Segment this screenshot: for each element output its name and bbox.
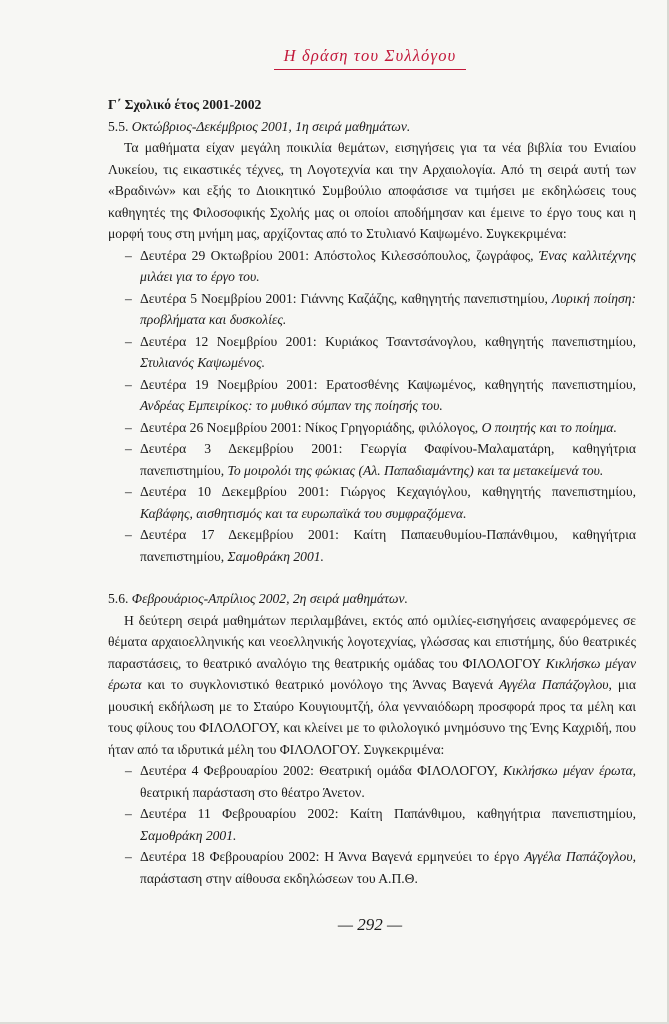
play-title: Κικλήσκω μέγαν έρωτα — [108, 655, 636, 692]
intro-text: Η δεύτερη σειρά μαθημάτων περιλαμβάνει, εκτός από ομιλίες-εισηγήσεις αναφερόμενες σε θέματα αρχαιοελληνικής και νεοελληνικής λογοτεχνίας, γλώσσας και επιστήμης, δύο θεατρικές παραστάσεις, το θεατρικό αναλόγιο της θεατρικής ομάδας του ΦΙΛΟΛΟΓΟΥ — [108, 612, 636, 671]
event-title: Στυλιανός Καψωμένος. — [140, 355, 266, 370]
list-item — [108, 481, 636, 524]
dash: – — [125, 333, 132, 349]
intro-text: , μια μουσική εκδήλωση με το Σταύρο Κουγιουμτζή, όλα γενναιόδωρη προσφορά προς τα μέλη και τους φίλους του ΦΙΛΟΛΟΓΟΥ, και κλείνει με το φιλολογικό μνημόσυνο της Ένης Καχριδή, που ήταν από τα ιδρυτικά μέλη του ΦΙΛΟΛΟΓΟΥ. Συγκεκριμένα: — [108, 677, 636, 757]
event-text: Δευτέρα 26 Νοεμβρίου 2001: Νίκος Γρηγοριάδης, φιλόλογος, — [140, 419, 482, 435]
list-item — [108, 417, 636, 439]
list-item — [108, 438, 636, 481]
dash: – — [125, 763, 132, 778]
section-spacer — [108, 567, 636, 588]
event-title: Ένας καλλιτέχνης μιλάει για το έργο του. — [140, 247, 637, 284]
section-number: 5.6. — [108, 591, 129, 606]
event-title: Αγγέλα Παπάζογλου — [524, 849, 633, 864]
dash: – — [125, 247, 132, 263]
event-text: Δευτέρα 12 Νοεμβρίου 2001: Κυριάκος Τσαντσάνογλου, καθηγητής πανεπιστημίου, — [140, 333, 636, 349]
section-number: 5.5. — [108, 118, 129, 134]
event-title: Σαμοθράκη 2001. — [227, 548, 324, 564]
dash: – — [125, 806, 132, 821]
section-intro-paragraph — [108, 610, 636, 761]
lecture-list-2001 — [108, 245, 636, 568]
dash: – — [125, 849, 132, 864]
dash: – — [125, 290, 132, 306]
section-heading-5-5 — [108, 116, 636, 138]
event-text: Δευτέρα 4 Φεβρουαρίου 2002: Θεατρική ομάδα ΦΙΛΟΛΟΓΟΥ, — [140, 763, 503, 778]
event-text: Δευτέρα 11 Φεβρουαρίου 2002: Καίτη Παπάνθιμου, καθηγήτρια πανεπιστημίου, — [140, 806, 636, 821]
section-heading-5-6 — [108, 588, 636, 610]
event-text: Δευτέρα 18 Φεβρουαρίου 2002: Η Άννα Βαγενά ερμηνεύει το έργο — [140, 849, 525, 864]
list-item — [108, 524, 636, 567]
dash: – — [125, 527, 132, 542]
school-year-heading: Γ΄ Σχολικό έτος 2001-2002 — [108, 97, 262, 112]
lecture-list-2002 — [108, 760, 636, 889]
event-title: Ο ποιητής και το ποίημα. — [481, 419, 617, 435]
section-intro-paragraph: Τα μαθήματα είχαν μεγάλη ποικιλία θεμάτων, εισηγήσεις για τα νέα βιβλία του Ενιαίου Λυκείου, τις εικαστικές τέχνες, τη Λογοτεχνία και την Αρχαιολογία. Από τη σειρά αυτή των «Βραδινών» και εξής το Διοικητικό Συμβούλιο αποφάσισε να τιμήσει με εκδηλώσεις τους καθηγητές της Φιλοσοφικής Σχολής μας οι οποίοι αποδήμησαν και έμεινε το έργο τους και η μορφή τους στη μνήμη μας, αρχίζοντας από το Στυλιανό Καψωμένο. Συγκεκριμένα: — [108, 140, 636, 241]
event-text: Δευτέρα 29 Οκτωβρίου 2001: Απόστολος Κιλεσσόπουλος, ζωγράφος, — [140, 247, 539, 263]
event-text: Δευτέρα 19 Νοεμβρίου 2001: Ερατοσθένης Καψωμένος, καθηγητής πανεπιστημίου, — [140, 376, 636, 392]
event-title: Το μοιρολόι της φώκιας (Αλ. Παπαδιαμάντης) και τα μετακείμενά του. — [227, 462, 604, 478]
dash: – — [125, 484, 132, 499]
event-title: Καβάφης, αισθητισμός και τα ευρωπαϊκά του συμφραζόμενα. — [140, 505, 467, 521]
event-text: Δευτέρα 5 Νοεμβρίου 2001: Γιάννης Καζάζης, καθηγητής πανεπιστημίου, — [140, 290, 552, 306]
section-title: Οκτώβριος-Δεκέμβριος 2001, 1η σειρά μαθημάτων. — [131, 118, 411, 134]
list-item — [108, 331, 636, 374]
play-title: Αγγέλα Παπάζογλου — [498, 677, 609, 692]
event-text: Δευτέρα 10 Δεκεμβρίου 2001: Γιώργος Κεχαγιόγλου, καθηγητής πανεπιστημίου, — [140, 484, 636, 499]
list-item — [108, 846, 636, 889]
running-header: Η δράση του Συλλόγου — [274, 46, 466, 70]
list-item — [108, 374, 636, 417]
list-item — [108, 288, 636, 331]
dash: – — [125, 419, 132, 435]
event-text: Δευτέρα 3 Δεκεμβρίου 2001: Γεωργία Φαφίνου-Μαλαματάρη, καθηγήτρια πανεπιστημίου, — [140, 441, 636, 478]
event-text: Δευτέρα 17 Δεκεμβρίου 2001: Καίτη Παπαευθυμίου-Παπάνθιμου, καθηγήτρια πανεπιστημίου, — [140, 527, 636, 564]
list-item — [108, 245, 636, 288]
dash: – — [125, 376, 132, 392]
event-title: Σαμοθράκη 2001. — [140, 827, 237, 843]
list-item — [108, 760, 636, 803]
list-item — [108, 803, 636, 846]
event-title: Κικλήσκω μέγαν έρωτα — [502, 763, 633, 778]
dash: – — [125, 441, 132, 456]
page-number: — 292 — — [337, 915, 403, 934]
page-body — [108, 94, 636, 889]
event-text-after: , παράσταση στην αίθουσα εκδηλώσεων του Α.Π.Θ. — [140, 849, 636, 886]
section-title: Φεβρουάριος-Απρίλιος 2002, 2η σειρά μαθημάτων. — [131, 591, 408, 606]
intro-text: και το συγκλονιστικό θεατρικό μονόλογο της Άννας Βαγενά — [141, 677, 499, 692]
event-title: Ανδρέας Εμπειρίκος: το μυθικό σύμπαν της ποίησής του. — [140, 398, 443, 413]
event-title: Λυρική ποίηση: προβλήματα και δυσκολίες. — [140, 290, 636, 327]
event-text-after: , θεατρική παράσταση στο θέατρο Άνετον. — [140, 763, 636, 800]
